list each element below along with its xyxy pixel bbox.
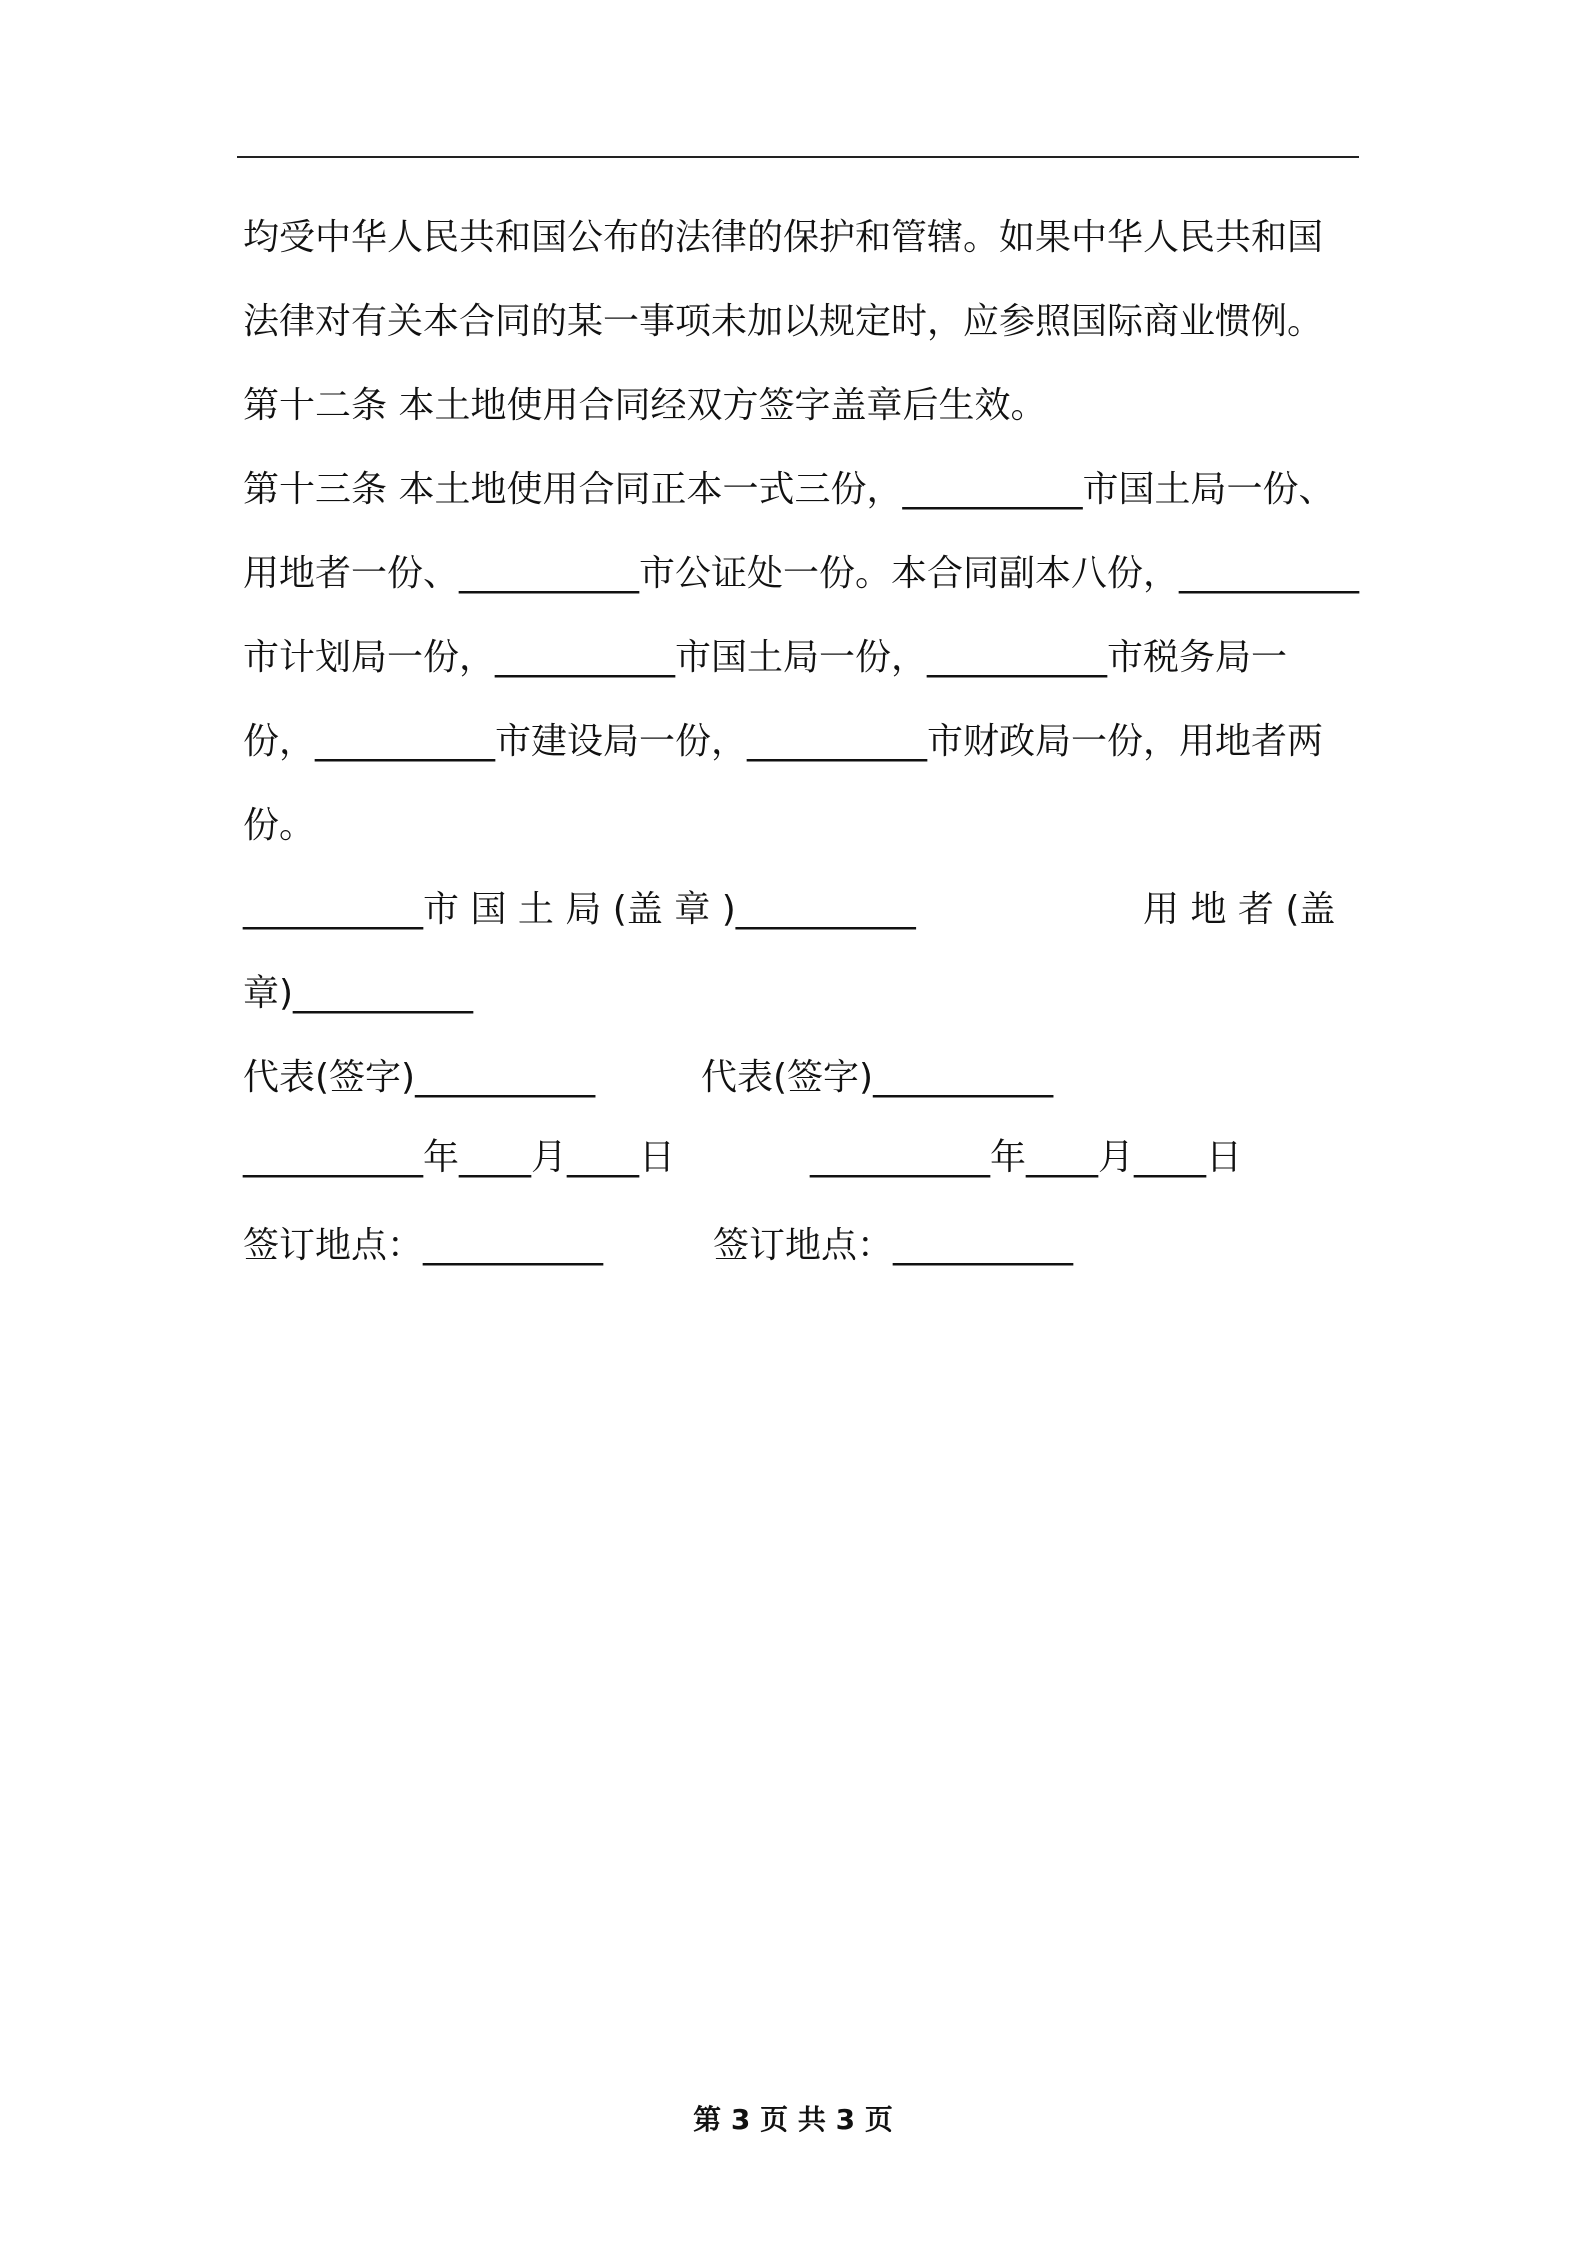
article-13-line-4: 份，__________市建设局一份，__________市财政局一份，用地者两: [243, 721, 1324, 762]
date-right: __________年____月____日: [810, 1137, 1242, 1178]
representative-right: 代表(签字)__________: [701, 1057, 1054, 1098]
seal-land-user: 用 地 者 (盖: [1143, 889, 1336, 930]
seal-continuation: 章)__________: [243, 973, 474, 1014]
article-12: 第十二条 本土地使用合同经双方签字盖章后生效。: [243, 385, 1047, 426]
page-number: 第 3 页 共 3 页: [693, 2103, 893, 2136]
place-row: [243, 1204, 1363, 1288]
body-line-2: 法律对有关本合同的某一事项未加以规定时，应参照国际商业惯例。: [243, 301, 1324, 342]
article-13-line-3: 市计划局一份，__________市国土局一份，__________市税务局一: [243, 637, 1288, 678]
seal-land-bureau: __________市 国 土 局 (盖 章 )__________: [243, 889, 916, 930]
date-row: [243, 1116, 1363, 1204]
seal-row: [243, 868, 1363, 952]
place-right: 签订地点：__________: [713, 1225, 1074, 1266]
header-rule: [237, 156, 1359, 158]
representative-row: [243, 1036, 1363, 1116]
place-left: 签订地点：__________: [243, 1225, 604, 1266]
representative-left: 代表(签字)__________: [243, 1057, 596, 1098]
document-body: [243, 196, 1363, 1288]
article-13-line-1: 第十三条 本土地使用合同正本一式三份，__________市国土局一份、: [243, 469, 1335, 510]
date-left: __________年____月____日: [243, 1137, 675, 1178]
article-13-line-2: 用地者一份、__________市公证处一份。本合同副本八份，__________: [243, 553, 1360, 594]
article-13-line-5: 份。: [243, 805, 316, 846]
body-line-1: 均受中华人民共和国公布的法律的保护和管辖。如果中华人民共和国: [243, 217, 1324, 258]
